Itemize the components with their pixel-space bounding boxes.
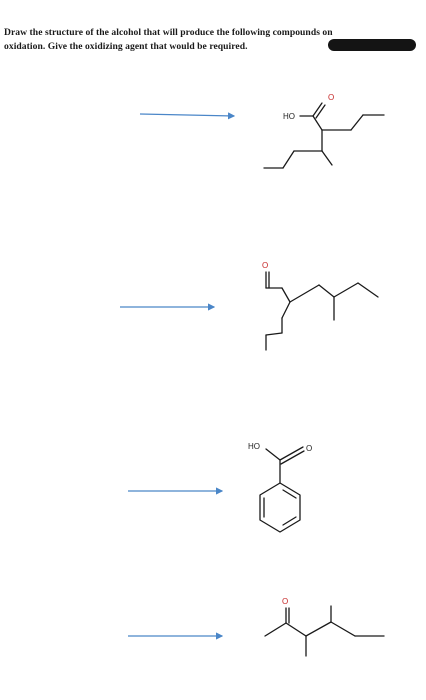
molecule-3-hydroxyl-label: HO <box>248 442 260 451</box>
molecule-2-oxygen-label: O <box>262 261 269 270</box>
molecule-4-oxygen-label: O <box>282 597 289 606</box>
molecule-1-hydroxyl-label: HO <box>283 112 295 121</box>
question-line-1: Draw the structure of the alcohol that will produce the following compounds on <box>4 27 333 38</box>
question-line-2: oxidation. Give the oxidizing agent that would be required. <box>4 41 248 52</box>
molecule-3-oxygen-label: O <box>306 444 313 453</box>
molecule-1-oxygen-label: O <box>328 93 335 102</box>
